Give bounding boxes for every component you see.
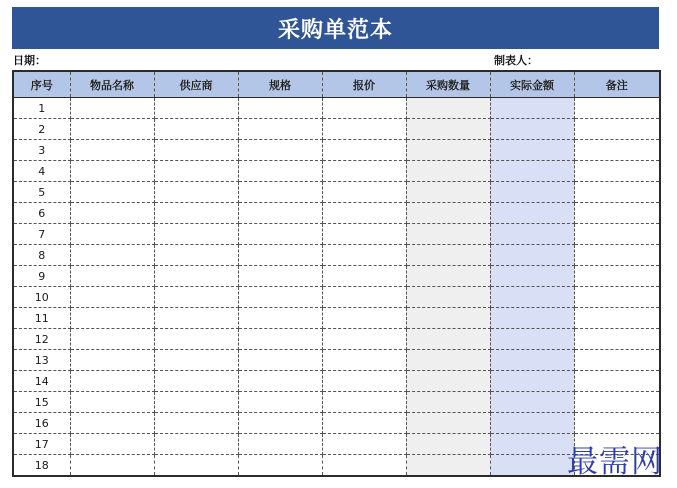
cell-item-name[interactable] [70,224,154,245]
cell-actual-amount[interactable] [490,329,574,350]
cell-remarks[interactable] [574,182,660,203]
cell-spec[interactable] [238,350,322,371]
cell-quantity[interactable] [406,119,490,140]
cell-quote[interactable] [322,434,406,455]
cell-remarks[interactable] [574,329,660,350]
col-header-spec: 规格 [238,71,322,98]
table-row [13,371,660,392]
col-header-quote: 报价 [322,71,406,98]
cell-remarks[interactable] [574,245,660,266]
table-row [13,350,660,371]
cell-spec[interactable] [238,119,322,140]
row-index: 13 [13,350,70,371]
cell-quantity[interactable] [406,434,490,455]
row-index: 1 [13,98,70,119]
cell-remarks[interactable] [574,203,660,224]
cell-supplier[interactable] [154,329,238,350]
cell-quote[interactable] [322,371,406,392]
cell-actual-amount[interactable] [490,203,574,224]
cell-actual-amount[interactable] [490,287,574,308]
table-header [13,71,660,98]
cell-item-name[interactable] [70,371,154,392]
cell-supplier[interactable] [154,98,238,119]
table-body [13,98,660,477]
cell-quote[interactable] [322,182,406,203]
cell-supplier[interactable] [154,287,238,308]
cell-spec[interactable] [238,140,322,161]
cell-remarks[interactable] [574,161,660,182]
row-index: 5 [13,182,70,203]
cell-supplier[interactable] [154,308,238,329]
cell-actual-amount[interactable] [490,434,574,455]
cell-remarks[interactable] [574,308,660,329]
cell-quantity[interactable] [406,371,490,392]
row-index: 9 [13,266,70,287]
cell-item-name[interactable] [70,161,154,182]
cell-quote[interactable] [322,266,406,287]
cell-supplier[interactable] [154,203,238,224]
row-index: 17 [13,434,70,455]
cell-actual-amount[interactable] [490,392,574,413]
row-index: 11 [13,308,70,329]
cell-spec[interactable] [238,245,322,266]
cell-spec[interactable] [238,371,322,392]
table-row [13,245,660,266]
row-index: 15 [13,392,70,413]
row-index: 2 [13,119,70,140]
cell-remarks[interactable] [574,413,660,434]
cell-spec[interactable] [238,287,322,308]
cell-actual-amount[interactable] [490,413,574,434]
cell-actual-amount[interactable] [490,245,574,266]
cell-quantity[interactable] [406,455,490,477]
col-header-supplier: 供应商 [154,71,238,98]
cell-remarks[interactable] [574,371,660,392]
table-row [13,98,660,119]
cell-quote[interactable] [322,329,406,350]
cell-quantity[interactable] [406,224,490,245]
cell-remarks[interactable] [574,140,660,161]
cell-spec[interactable] [238,161,322,182]
cell-supplier[interactable] [154,140,238,161]
cell-item-name[interactable] [70,140,154,161]
cell-item-name[interactable] [70,98,154,119]
cell-quote[interactable] [322,350,406,371]
cell-quantity[interactable] [406,140,490,161]
cell-item-name[interactable] [70,434,154,455]
table-row [13,455,660,477]
row-index: 8 [13,245,70,266]
cell-supplier[interactable] [154,161,238,182]
cell-remarks[interactable] [574,350,660,371]
table-row [13,434,660,455]
cell-actual-amount[interactable] [490,455,574,477]
col-header-actual-amount: 实际金额 [490,71,574,98]
row-index: 18 [13,455,70,477]
row-index: 12 [13,329,70,350]
cell-quote[interactable] [322,98,406,119]
cell-quantity[interactable] [406,308,490,329]
cell-remarks[interactable] [574,119,660,140]
cell-remarks[interactable] [574,287,660,308]
row-index: 3 [13,140,70,161]
table-row [13,308,660,329]
cell-item-name[interactable] [70,245,154,266]
cell-item-name[interactable] [70,392,154,413]
cell-actual-amount[interactable] [490,119,574,140]
row-index: 6 [13,203,70,224]
row-index: 14 [13,371,70,392]
cell-quantity[interactable] [406,350,490,371]
cell-supplier[interactable] [154,413,238,434]
cell-spec[interactable] [238,308,322,329]
cell-quote[interactable] [322,161,406,182]
cell-quote[interactable] [322,245,406,266]
cell-actual-amount[interactable] [490,371,574,392]
cell-supplier[interactable] [154,455,238,477]
cell-quote[interactable] [322,392,406,413]
cell-quote[interactable] [322,224,406,245]
cell-quantity[interactable] [406,203,490,224]
cell-actual-amount[interactable] [490,182,574,203]
cell-actual-amount[interactable] [490,98,574,119]
cell-spec[interactable] [238,203,322,224]
cell-spec[interactable] [238,434,322,455]
cell-spec[interactable] [238,224,322,245]
cell-supplier[interactable] [154,119,238,140]
cell-supplier[interactable] [154,245,238,266]
cell-spec[interactable] [238,329,322,350]
table-row [13,161,660,182]
cell-spec[interactable] [238,182,322,203]
cell-actual-amount[interactable] [490,140,574,161]
cell-supplier[interactable] [154,350,238,371]
col-header-index: 序号 [13,71,70,98]
maker-label: 制表人： [494,54,538,67]
watermark-logo: 最需网 [567,444,663,480]
cell-remarks[interactable] [574,266,660,287]
cell-quantity[interactable] [406,329,490,350]
cell-actual-amount[interactable] [490,224,574,245]
cell-quantity[interactable] [406,392,490,413]
cell-item-name[interactable] [70,350,154,371]
cell-spec[interactable] [238,413,322,434]
row-index: 7 [13,224,70,245]
cell-quantity[interactable] [406,266,490,287]
table-row [13,413,660,434]
cell-quote[interactable] [322,287,406,308]
cell-item-name[interactable] [70,308,154,329]
cell-item-name[interactable] [70,455,154,477]
cell-supplier[interactable] [154,182,238,203]
cell-quantity[interactable] [406,287,490,308]
cell-supplier[interactable] [154,224,238,245]
cell-quote[interactable] [322,119,406,140]
table-row [13,266,660,287]
cell-quote[interactable] [322,140,406,161]
cell-actual-amount[interactable] [490,161,574,182]
row-index: 10 [13,287,70,308]
purchase-order-table [12,70,661,477]
cell-actual-amount[interactable] [490,266,574,287]
cell-supplier[interactable] [154,434,238,455]
cell-item-name[interactable] [70,329,154,350]
table-row [13,140,660,161]
row-index: 4 [13,161,70,182]
cell-actual-amount[interactable] [490,350,574,371]
cell-spec[interactable] [238,392,322,413]
cell-supplier[interactable] [154,392,238,413]
cell-quantity[interactable] [406,182,490,203]
cell-quantity[interactable] [406,245,490,266]
cell-remarks[interactable] [574,392,660,413]
table-row [13,287,660,308]
cell-quote[interactable] [322,203,406,224]
col-header-quantity: 采购数量 [406,71,490,98]
cell-item-name[interactable] [70,413,154,434]
cell-remarks[interactable] [574,98,660,119]
cell-item-name[interactable] [70,266,154,287]
cell-spec[interactable] [238,266,322,287]
date-label: 日期： [13,54,46,67]
table-row [13,224,660,245]
table-row [13,329,660,350]
col-header-item-name: 物品名称 [70,71,154,98]
cell-supplier[interactable] [154,266,238,287]
cell-item-name[interactable] [70,182,154,203]
row-index: 16 [13,413,70,434]
header-row [13,71,660,98]
document-title: 采购单范本 [12,7,659,49]
cell-remarks[interactable] [574,224,660,245]
table-row [13,203,660,224]
cell-actual-amount[interactable] [490,308,574,329]
cell-quantity[interactable] [406,161,490,182]
cell-quote[interactable] [322,308,406,329]
cell-spec[interactable] [238,455,322,477]
cell-spec[interactable] [238,98,322,119]
cell-item-name[interactable] [70,203,154,224]
cell-quantity[interactable] [406,413,490,434]
cell-supplier[interactable] [154,371,238,392]
cell-quantity[interactable] [406,98,490,119]
cell-item-name[interactable] [70,287,154,308]
cell-quote[interactable] [322,413,406,434]
cell-quote[interactable] [322,455,406,477]
table-row [13,392,660,413]
table-row [13,119,660,140]
cell-item-name[interactable] [70,119,154,140]
table-row [13,182,660,203]
col-header-remarks: 备注 [574,71,660,98]
